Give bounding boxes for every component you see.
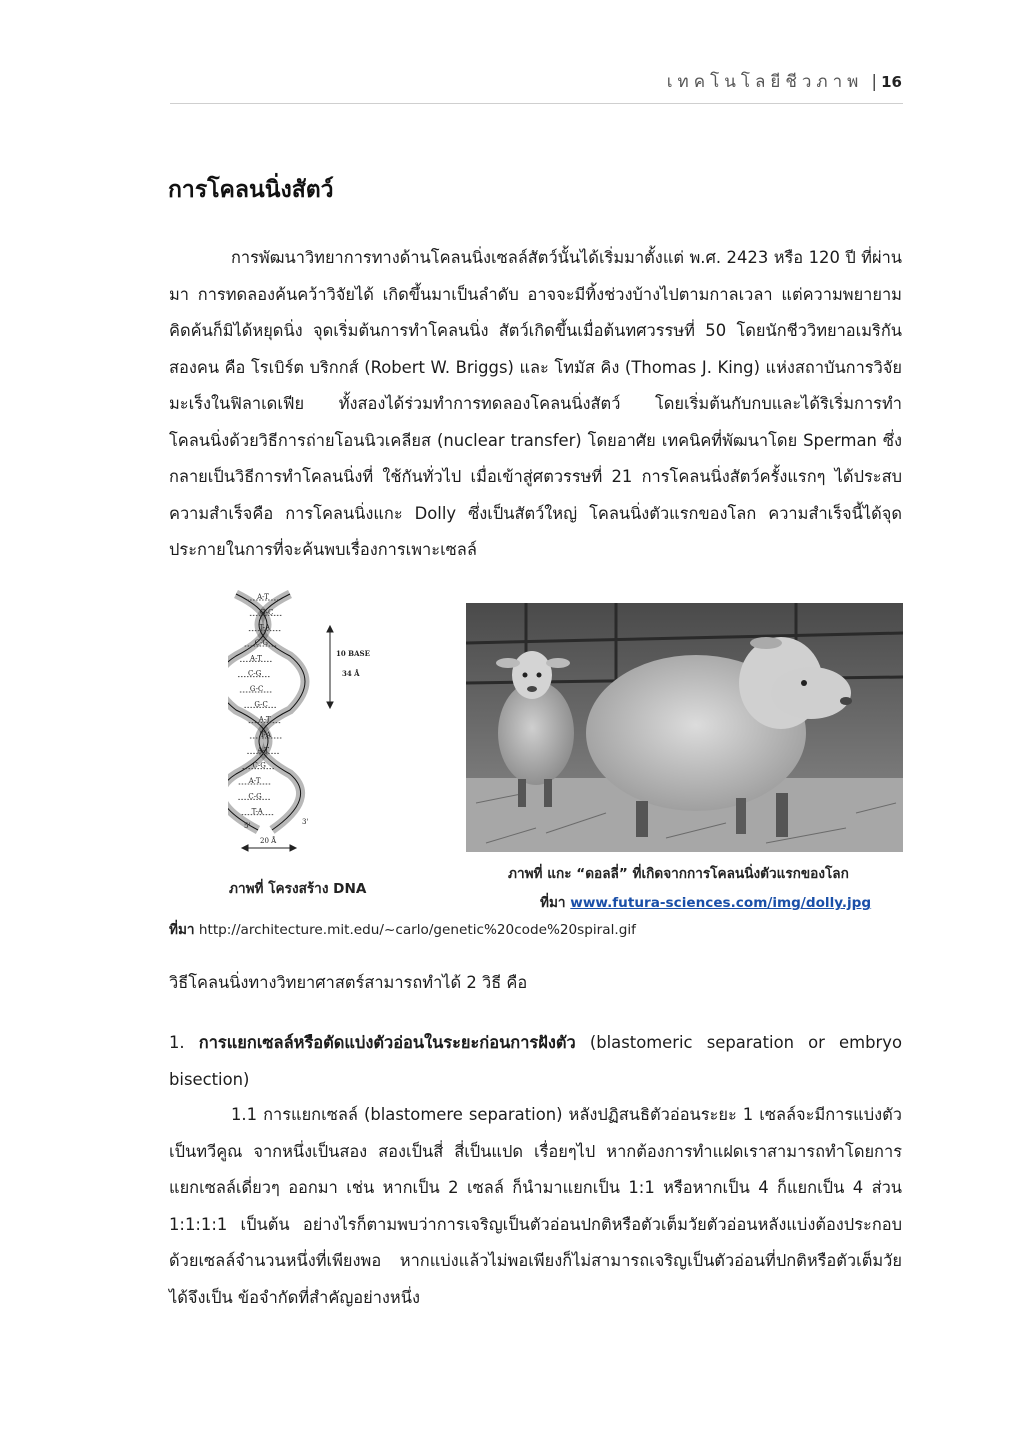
method-1-english: (blastomeric separation or embryo bisection) bbox=[169, 1033, 902, 1089]
section-title: การโคลนนิ่งสัตว์ bbox=[168, 177, 334, 203]
base-pair-label: A-T bbox=[258, 715, 271, 724]
three-prime-end-label: 3' bbox=[302, 818, 309, 826]
dna-double-helix-figure bbox=[228, 590, 380, 852]
running-header bbox=[667, 68, 902, 95]
dna-source-line bbox=[169, 918, 636, 940]
base-pair-label: T-A bbox=[251, 807, 263, 816]
photo-source-prefix: ที่มา bbox=[540, 895, 566, 911]
base-pair-label: C-G bbox=[248, 792, 262, 801]
dna-caption: ภาพที่ โครงสร้าง DNA bbox=[229, 881, 367, 897]
method-1-title: การแยกเซลล์หรือตัดแบ่งตัวอ่อนในระยะก่อนการฝังตัว bbox=[198, 1033, 576, 1052]
dna-source-prefix: ที่มา bbox=[169, 922, 195, 938]
base-pair-label: C-G bbox=[254, 639, 268, 647]
intro-paragraph: การพัฒนาวิทยาการทางด้านโคลนนิ่งเซลล์สัตว์นั้นได้เริ่มมาตั้งแต่ พ.ศ. 2423 หรือ 120 ปี ที่ผ่านมา การทดลองค้นคว้าวิจัยได้ เกิดขึ้นมาเป็นลำดับ อาจจะมีทิ้งช่วงบ้างไปตามกาลเวลา แต่ความพยายามคิดค้นก็มิได้หยุดนิ่ง จุดเริ่มต้นการทำโคลนนิ่ง สัตว์เกิดขึ้นเมื่อต้นทศวรรษที่ 50 โดยนักชีววิทยาอเมริกันสองคน คือ โรเบิร์ต บริกกส์ (Robert W. Briggs) และ โทมัส คิง (Thomas J. King) แห่งสถาบันการวิจัยมะเร็งในฟิลาเดเฟีย ทั้งสองได้ร่วมทำการทดลองโคลนนิ่งสัตว์ โดยเริ่มต้นกับกบและได้ริเริ่มการทำ โคลนนิ่งด้วยวิธีการถ่ายโอนนิวเคลียส (nuclear transfer) โดยอาศัย เทคนิคที่พัฒนาโดย Sperman ซึ่งกลายเป็นวิธีการทำโคลนนิ่งที่ ใช้กันทั่วไป เมื่อเข้าสู่ศตวรรษที่ 21 การโคลนนิ่งสัตว์ครั้งแรกๆ ได้ประสบความสำเร็จคือ การโคลนนิ่งแกะ Dolly ซึ่งเป็นสัตว์ใหญ่ โคลนนิ่งตัวแรกของโลก ความสำเร็จนี้ได้จุดประกายในการที่จะค้นพบเรื่องการเพาะเซลล์ bbox=[169, 248, 902, 559]
base-pair-label: A-T bbox=[257, 746, 270, 755]
base-pair-label: G-C bbox=[249, 685, 264, 693]
photo-source-line bbox=[540, 891, 871, 913]
base-pair-label: C-G bbox=[252, 761, 266, 770]
width-arrow bbox=[242, 845, 296, 851]
width-label: 20 Å bbox=[260, 837, 277, 845]
method-1-1-paragraph: 1.1 การแยกเซลล์ (blastomere separation) หลังปฏิสนธิตัวอ่อนระยะ 1 เซลล์จะมีการแบ่งตัวเป็นทวีคูณ จากหนึ่งเป็นสอง สองเป็นสี่ สี่เป็นแปด เรื่อยๆไป หากต้องการทำแฝดเราสามารถทำโดยการแยกเซลล์เดี่ยวๆ ออกมา เช่น หากเป็น 2 เซลล์ ก็นำมาแยกเป็น 1:1 หรือหากเป็น 4 ก็แยกเป็น 4 ส่วน 1:1:1:1 เป็นต้น อย่างไรก็ตามพบว่าการเจริญเป็นตัวอ่อนปกติหรือตัวเต็มวัยตัวอ่อนหลังแบ่งต้องประกอบด้วยเซลล์จำนวนหนึ่งที่เพียงพอ หากแบ่งแล้วไม่พอเพียงก็ไม่สามารถเจริญเป็นตัวอ่อนที่ปกติหรือตัวเต็มวัยได้จึงเป็น ข้อจำกัดที่สำคัญอย่างหนึ่ง bbox=[169, 1105, 902, 1307]
photo-source-link[interactable]: www.futura-sciences.com/img/dolly.jpg bbox=[570, 895, 872, 911]
base-pair-label: T-A bbox=[259, 731, 272, 739]
five-prime-end-label: 5' bbox=[244, 822, 251, 830]
base-pair-label: C-G bbox=[248, 669, 262, 678]
base-pair-label: G-C bbox=[254, 700, 268, 709]
base-pair-label: T-A bbox=[258, 623, 271, 632]
base-pair-label: A-T bbox=[257, 593, 269, 601]
running-title: เทคโนโลยีชีวภาพ bbox=[666, 72, 864, 92]
photo-caption: ภาพที่ แกะ “ดอลลี่” ที่เกิดจากการโคลนนิ่งตัวแรกของโลก bbox=[508, 866, 849, 882]
base-pair-label: A-T bbox=[248, 777, 261, 785]
header-separator: | bbox=[871, 72, 878, 92]
dolly-sheep-photo bbox=[466, 603, 903, 852]
pitch-label: 10 BASE bbox=[336, 649, 370, 658]
dna-source-url: http://architecture.mit.edu/~carlo/genetic%20code%20spiral.gif bbox=[198, 922, 636, 938]
header-divider bbox=[170, 103, 903, 104]
methods-intro: วิธีโคลนนิ่งทางวิทยาศาสตร์สามารถทำได้ 2 วิธี คือ bbox=[169, 973, 528, 992]
pitch-arrow bbox=[327, 626, 333, 708]
base-pair-labels bbox=[238, 593, 282, 816]
method-1-number: 1. bbox=[169, 1033, 185, 1052]
page-number: 16 bbox=[881, 73, 902, 91]
pitch-length-label: 34 Å bbox=[342, 669, 360, 678]
base-pair-label: G-C bbox=[259, 608, 274, 617]
base-pair-label: A-T bbox=[250, 654, 262, 663]
method-1-heading bbox=[169, 1025, 902, 1098]
